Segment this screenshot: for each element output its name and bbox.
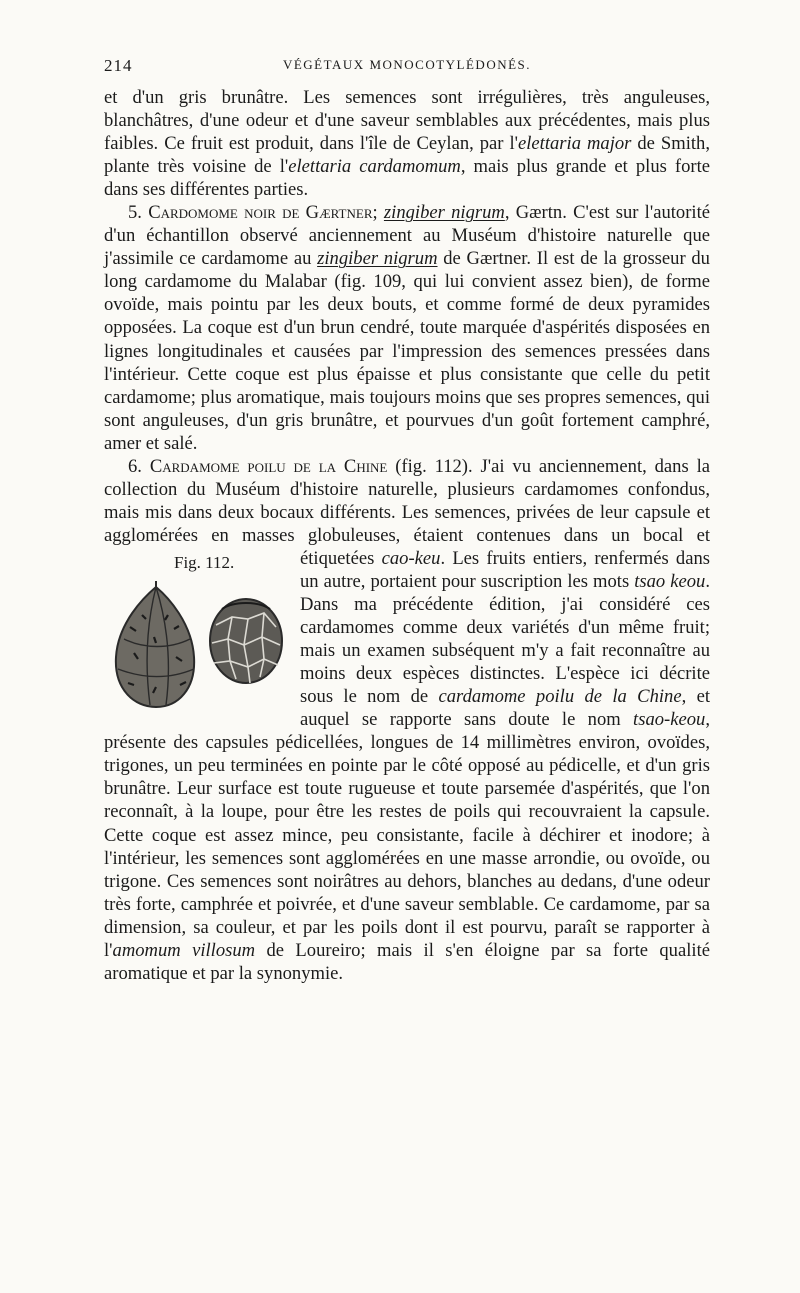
section-title: Cardamome poilu de la Chine	[149, 455, 388, 477]
text-run: de Loureiro; mais il s'en éloigne par sa forte qualité aromatique et par la synonymie.	[104, 939, 710, 984]
label-text: cao-keu	[381, 547, 441, 569]
label-text: tsao keou	[634, 570, 706, 592]
section-number: 6.	[128, 455, 150, 477]
text-run: , présente des capsules pédicellées, longues de 14 millimètres environ, ovoïdes, trigones, un peu terminées en pointe par le côté opposé au pédicelle, et d'un gris brunâtre. Leur surface est toute rugueuse et toute parsemée d'aspérités, que l'on reconnaît, à la loupe, pour être les restes de poils qui recouvraient la capsule. Cette coque est assez mince, peu consistante, facile à déchirer et inodore; à l'intérieur, les semences sont agglomérées en une masse arrondie, ou ovoïde, ou trigone. Ces semences sont noirâtres au dehors, blanches au dedans, d'une odeur très forte, camphrée et poivrée, et d'une saveur semblable. Ce cardamome, par sa dimension, sa couleur, et par les poils dont il est pourvu, paraît se rapporter à l'	[104, 709, 710, 961]
figure-caption: Fig. 112.	[174, 552, 235, 572]
cardamom-illustration	[104, 579, 292, 715]
section-title: Cardomome noir de Gærtner	[148, 202, 373, 224]
text-run: , et auquel se rapporte sans doute le nom	[300, 686, 711, 731]
page-number: 214	[104, 56, 133, 75]
paragraph-cardomome-noir	[104, 201, 710, 455]
text-run: , mais plus grande et plus forte dans ses différentes parties.	[104, 156, 710, 201]
species-name: elettaria cardamomum	[288, 156, 461, 178]
running-title: VÉGÉTAUX MONOCOTYLÉDONÉS.	[282, 57, 532, 72]
section-number: 5.	[128, 202, 149, 224]
text-run: . Dans ma précédente édition, j'ai considéré ces cardamomes comme deux variétés d'un même fruit; mais un examen subséquent m'y a fait reconnaître au moins deux espèces distinctes. L'espèce ici décrite sous le nom de	[300, 570, 711, 708]
text-run: (fig. 112). J'ai vu anciennement, dans la collection du Muséum d'histoire naturelle, plusieurs cardamomes confondus, mais mis dans deux bocaux différents. Les semences, privées de leur capsule et agglomérées en masses globuleuses, étaient contenues dans un bocal et étiquetées	[104, 455, 710, 569]
text-run: ;	[372, 202, 384, 224]
paragraph-cardamome-poilu	[104, 455, 710, 985]
paragraph-elettaria	[104, 86, 710, 201]
whole-capsule-drawing	[116, 581, 194, 707]
text-run: de Smith, plante très voisine de l'	[104, 133, 710, 178]
body-text	[104, 86, 710, 985]
page-header	[104, 56, 710, 86]
species-name: amomum villosum	[112, 939, 256, 961]
species-name: zingiber nigrum	[317, 248, 438, 270]
text-run: de Gærtner. Il est de la grosseur du long cardamome du Malabar (fig. 109, qui lui convient assez bien), de forme ovoïde, mais pointu par les deux bouts, et comme formé de deux pyramides opposées. La coque est d'un brun cendré, toute marquée d'aspérités disposées en lignes longitudinales et causées par l'impression des semences pressées dans l'intérieur. Cette coque est plus épaisse et plus consistante que celle du petit cardamome; plus aromatique, mais toujours moins que ses propres semences, qui sont anguleuses, d'un gris brunâtre, et pourvues d'un goût fortement camphré, amer et salé.	[104, 248, 710, 454]
book-page	[104, 56, 710, 985]
text-run: . Les fruits entiers, renfermés dans un autre, portaient pour suscription les mots	[300, 547, 711, 592]
label-text: tsao-keou	[633, 709, 706, 731]
common-name: cardamome poilu de la Chine	[438, 686, 682, 708]
species-name: zingiber nigrum	[383, 202, 505, 224]
seed-mass-drawing	[210, 599, 282, 683]
species-name: elettaria major	[518, 133, 632, 155]
text-run: et d'un gris brunâtre. Les semences sont irrégulières, très anguleuses, blanchâtres, d'une odeur et d'une saveur semblables aux précédentes, mais plus faibles. Ce fruit est produit, dans l'île de Ceylan, par l'	[104, 87, 710, 155]
text-run: , Gærtn. C'est sur l'autorité d'un échantillon observé anciennement au Muséum d'histoire naturelle que j'assimile ce cardamome au	[104, 202, 710, 270]
figure-112	[104, 549, 292, 721]
